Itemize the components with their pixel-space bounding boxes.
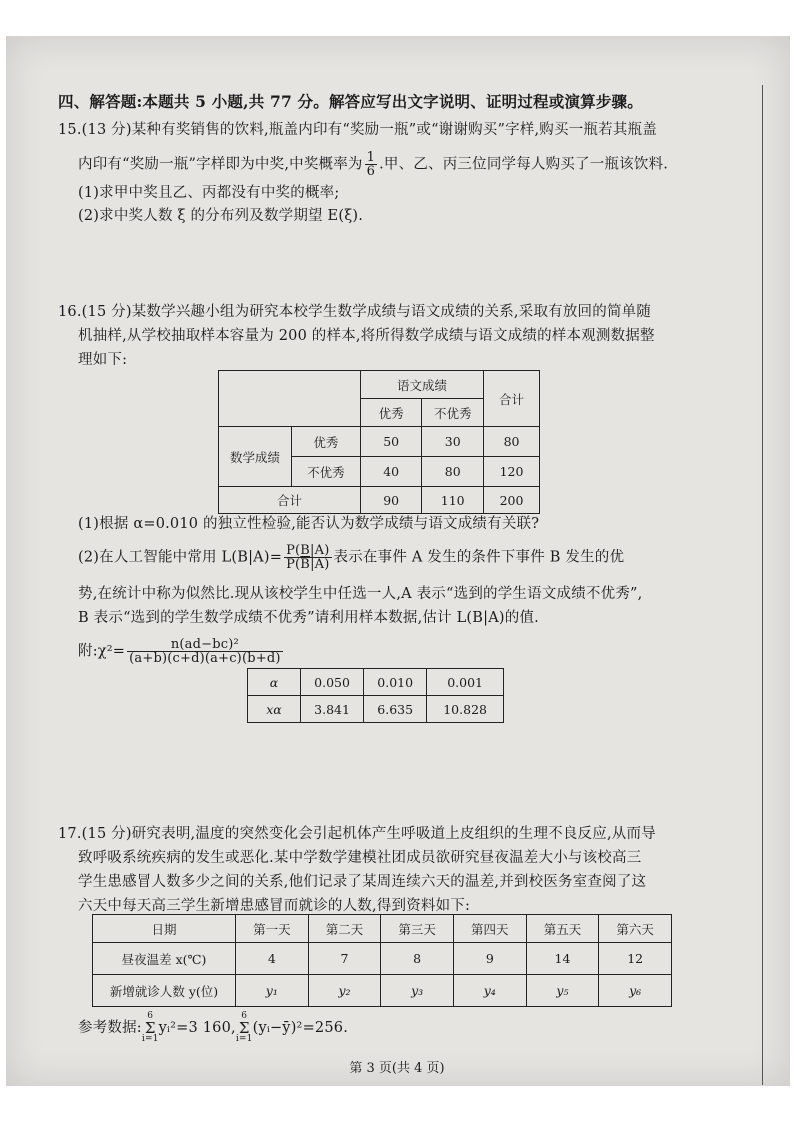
header-excellent: 优秀 [360,399,421,427]
reference-value-1: yᵢ²=3 160, [158,1020,236,1036]
day-header: 第三天 [381,915,454,943]
q17-line2: 致呼吸系统疾病的发生或恶化.某中学数学建模社团成员欲研究昼夜温差大小与该校高三 [78,850,642,866]
row-label-excellent: 优秀 [291,427,360,457]
q16-line3: 理如下: [78,352,128,368]
page-footer: 第 3 页(共 4 页) [349,1061,445,1076]
critical-value-table [247,668,504,723]
table-cell: 6.635 [364,696,427,723]
q16-part2a: (2)在人工智能中常用 L(B|A)= [78,549,283,566]
table-cell: 90 [360,487,421,514]
q16-part2-line3: B 表示“选到的学生数学成绩不优秀”请利用样本数据,估计 L(B|A)的值. [78,610,539,626]
table-cell: 120 [484,457,540,487]
table-cell: 0.050 [301,669,364,696]
table-cell: 7 [308,943,381,975]
q17-reference-data [78,1012,348,1044]
q15-line2 [78,151,668,178]
section-title: 四、解答题:本题共 5 小题,共 77 分。解答应写出文字说明、证明过程或演算步骤。 [58,92,643,111]
day-header: 第五天 [526,915,599,943]
table-cell: 0.010 [364,669,427,696]
q15-line2a: 内印有“奖励一瓶”字样即为中奖,中奖概率为 [78,156,363,173]
row-label-not-excellent: 不优秀 [291,457,360,487]
table-cell: 3.841 [301,696,364,723]
day-header: 第一天 [236,915,309,943]
summation-symbol: 6 Σ i=1 [235,1011,253,1044]
chi-square-fraction: $\frac{\text{n(ad−bc)²}}{(a+b)(c+d)(a+c)(b+d)}$ [129,637,281,666]
table-cell: 8 [381,943,454,975]
table-cell: 0.001 [427,669,504,696]
row-label-temp: 昼夜温差 x(℃) [93,943,236,975]
chi-square-formula [78,638,285,665]
table-cell: y₂ [308,975,381,1007]
q16-part2-line2: 势,在统计中称为似然比.现从该校学生中任选一人,A 表示“选到的学生语文成绩不优秀”, [78,586,643,602]
table-cell: 110 [422,487,484,514]
header-chinese: 语文成绩 [360,371,483,399]
likelihood-ratio-fraction: $\frac{P(B|A)}{P(\overline{B}|A)}$ [286,543,330,572]
header-not-excellent: 不优秀 [422,399,484,427]
q16-line1: 16.(15 分)某数学兴趣小组为研究本校学生数学成绩与语文成绩的关系,采取有放回的简单随 [58,304,652,320]
q16-part1: (1)根据 α=0.010 的独立性检验,能否认为数学成绩与语文成绩有关联? [78,516,540,532]
q15-line1: 15.(13 分)某种有奖销售的饮料,瓶盖内印有“奖励一瓶”或“谢谢购买”字样,购买一瓶若其瓶盖 [58,122,657,138]
day-header: 第二天 [308,915,381,943]
table-cell: y₅ [526,975,599,1007]
table-cell: 40 [360,457,421,487]
q16-part2b: 表示在事件 A 发生的条件下事件 B 发生的优 [333,549,625,566]
q15-part2: (2)求中奖人数 ξ 的分布列及数学期望 E(ξ). [78,208,364,224]
margin-rule [762,85,763,1085]
table-cell: 12 [599,943,672,975]
row-label-cases: 新增就诊人数 y(位) [93,975,236,1007]
q17-data-table [92,914,672,1007]
corner-cell [219,371,361,427]
row-label-total: 合计 [219,487,361,514]
table-cell: 10.828 [427,696,504,723]
table-cell: 200 [484,487,540,514]
table-cell: 80 [422,457,484,487]
table-cell: 4 [236,943,309,975]
reference-label: 参考数据: [78,1020,142,1036]
q15-line2b: .甲、乙、丙三位同学每人购买了一瓶该饮料. [379,156,669,173]
q17-line1: 17.(15 分)研究表明,温度的突然变化会引起机体产生呼吸道上皮组织的生理不良反应,从而导 [58,826,656,842]
table-cell: y₄ [453,975,526,1007]
formula-label: 附:χ²= [78,643,126,660]
table-cell: 80 [484,427,540,457]
table-cell: y₁ [236,975,309,1007]
q16-line2: 机抽样,从学校抽取样本容量为 200 的样本,将所得数学成绩与语文成绩的样本观测数据整 [78,328,655,344]
table-cell: y₆ [599,975,672,1007]
day-header: 第六天 [599,915,672,943]
table-cell: 9 [453,943,526,975]
header-total: 合计 [484,371,540,427]
table-cell: y₃ [381,975,454,1007]
q15-probability-fraction: $\frac{1}{6}$ [366,150,376,179]
header-date: 日期 [93,915,236,943]
reference-value-2: (yᵢ−ȳ)²=256. [252,1020,349,1036]
table-cell: 30 [422,427,484,457]
x-alpha-label: xα [248,696,301,723]
q17-line4: 六天中每天高三学生新增患感冒而就诊的人数,得到资料如下: [78,898,471,914]
q16-contingency-table [218,370,540,514]
day-header: 第四天 [453,915,526,943]
table-cell: 14 [526,943,599,975]
row-label-math: 数学成绩 [219,427,292,487]
q16-part2-line1 [78,544,624,571]
q15-part1: (1)求甲中奖且乙、丙都没有中奖的概率; [78,185,340,201]
q17-line3: 学生患感冒人数多少之间的关系,他们记录了某周连续六天的温差,并到校医务室查阅了这 [78,874,647,890]
summation-symbol: 6 Σ i=1 [141,1011,159,1044]
alpha-label: α [248,669,301,696]
table-cell: 50 [360,427,421,457]
